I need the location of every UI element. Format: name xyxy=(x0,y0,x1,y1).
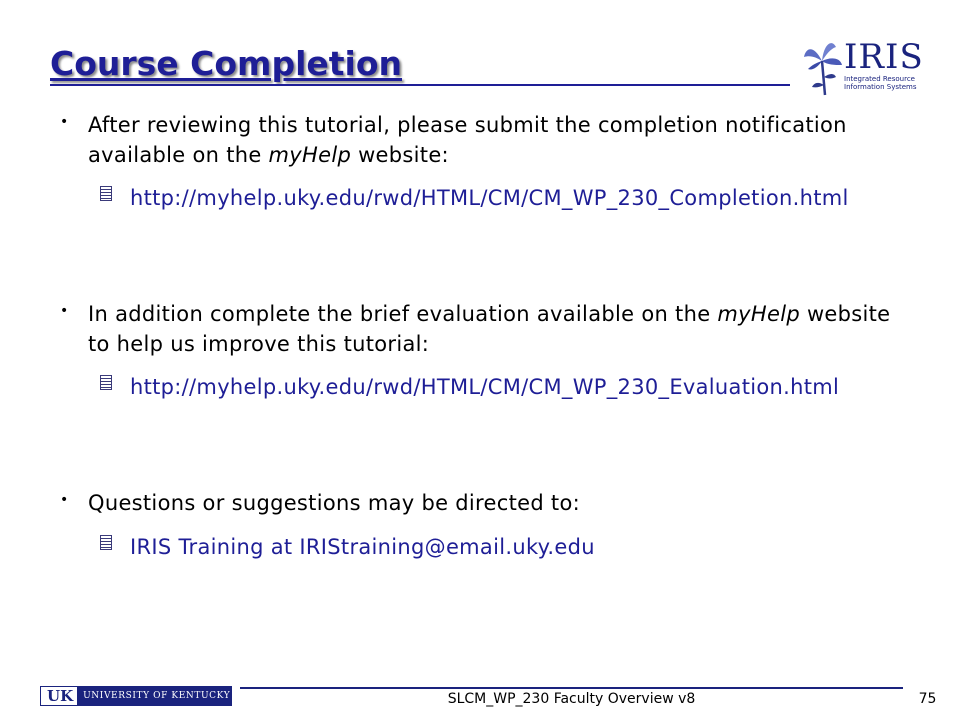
sub-bullet-icon xyxy=(100,535,112,550)
footer-rule xyxy=(240,687,903,689)
contact-email-link[interactable]: IRIS Training at IRIStraining@email.uky.edu xyxy=(130,535,595,559)
bullet-marker: • xyxy=(60,303,69,319)
bullet-1-text: After reviewing this tutorial, please submit the completion notification available on the myHelp website: xyxy=(88,113,847,167)
page-number: 75 xyxy=(918,691,937,707)
logo-tagline-line1: Integrated Resource xyxy=(844,75,915,83)
iris-logo xyxy=(800,37,924,97)
evaluation-link[interactable]: http://myhelp.uky.edu/rwd/HTML/CM/CM_WP_230_Evaluation.html xyxy=(130,375,840,399)
sub-bullet-icon xyxy=(100,375,112,390)
slide-title: Course Completion xyxy=(50,44,403,83)
bullet-marker: • xyxy=(60,114,69,130)
uk-mark: UK xyxy=(41,687,77,705)
completion-link[interactable]: http://myhelp.uky.edu/rwd/HTML/CM/CM_WP_230_Completion.html xyxy=(130,186,849,210)
sub-bullet-icon xyxy=(100,186,112,201)
bullet-2-text: In addition complete the brief evaluation available on the myHelp website to help us improve this tutorial: xyxy=(88,302,891,356)
logo-tagline-line2: Information Systems xyxy=(844,83,917,91)
footer-doc-title: SLCM_WP_230 Faculty Overview v8 xyxy=(447,691,696,707)
iris-flower-icon xyxy=(800,37,844,97)
uk-footer-logo xyxy=(40,686,232,706)
bullet-marker: • xyxy=(60,492,69,508)
logo-wordmark: IRIS xyxy=(844,37,924,77)
bullet-3-text: Questions or suggestions may be directed to: xyxy=(88,491,580,515)
university-name: UNIVERSITY OF KENTUCKY xyxy=(83,691,231,701)
title-rule xyxy=(50,84,790,86)
